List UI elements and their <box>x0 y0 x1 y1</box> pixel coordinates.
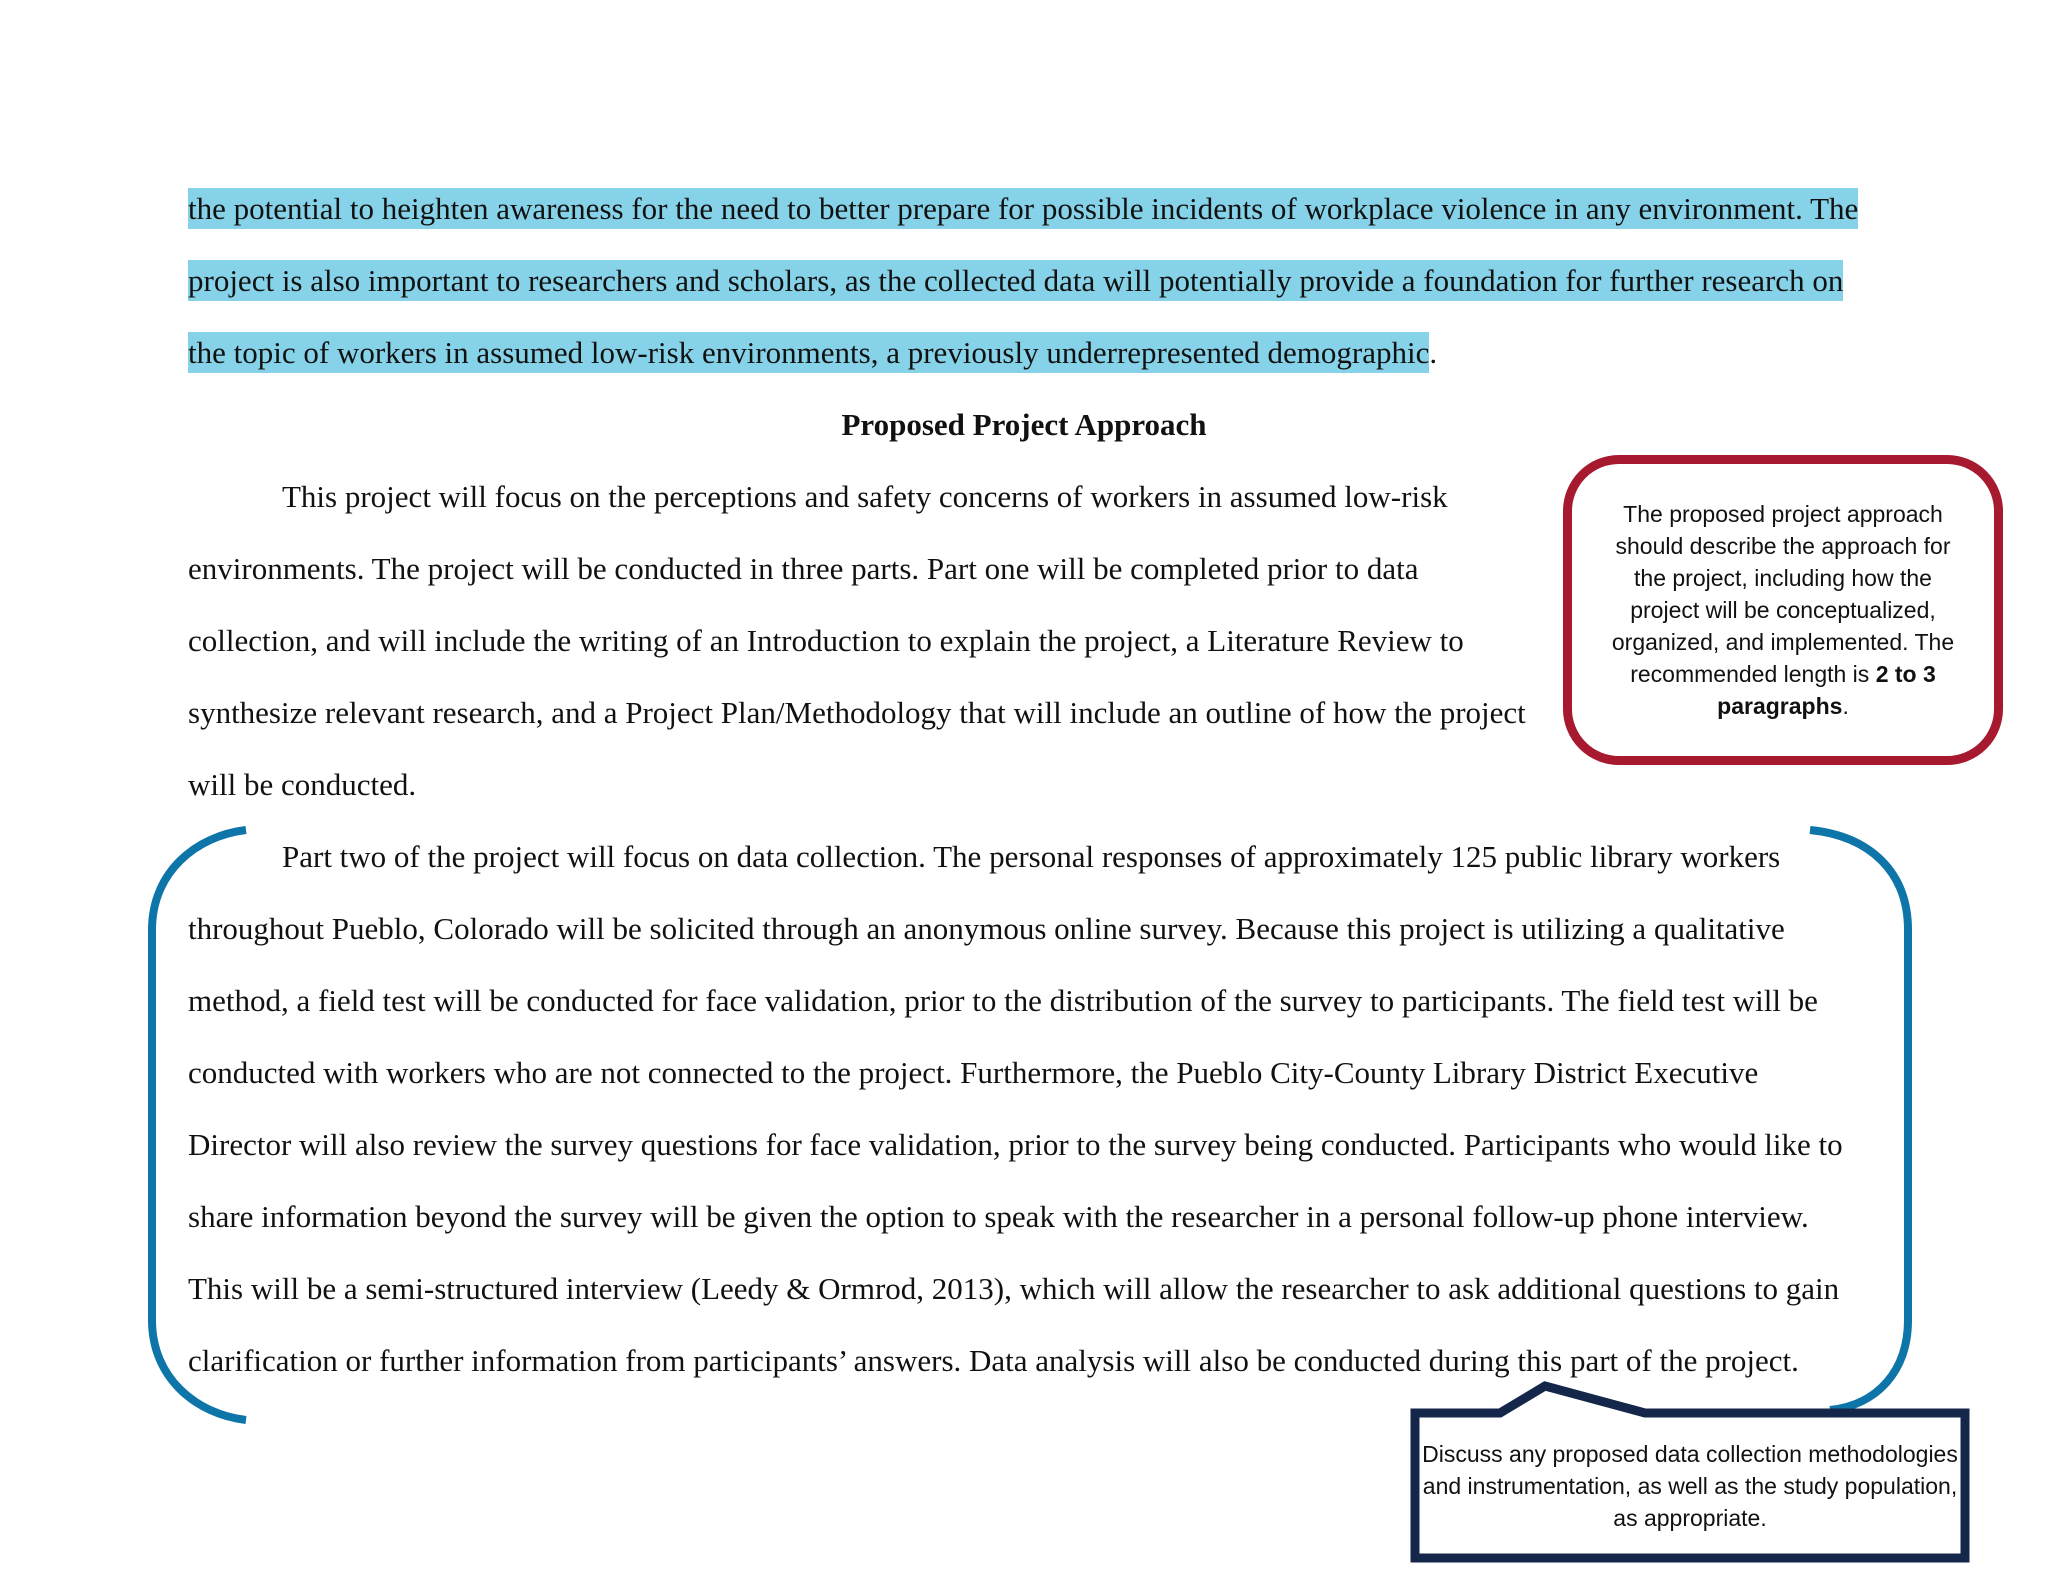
intro-line-1: the potential to heighten awareness for the need to better prepare for possible incidents of workplace violence in any environment. The <box>188 190 1858 228</box>
callout-approach-text: The proposed project approach should describe the approach for the project, including how the project will be conceptualized, organized, and implemented. The recommended length is 2 to 3 paragraphs. <box>1611 501 1955 719</box>
paragraph1-line-1: This project will focus on the perceptions and safety concerns of workers in assumed low-risk <box>282 479 1448 514</box>
paragraph2-line-6: share information beyond the survey will be given the option to speak with the researcher in a personal follow-up phone interview. <box>188 1199 1809 1234</box>
right-bracket-icon <box>1810 830 1908 1410</box>
paragraph1-line-4: synthesize relevant research, and a Project Plan/Methodology that will include an outline of how the project <box>188 695 1526 730</box>
intro-line-2: project is also important to researchers and scholars, as the collected data will potentially provide a foundation for further research on <box>188 262 1843 300</box>
paragraph2-line-8: clarification or further information from participants’ answers. Data analysis will also be conducted during this part of the project. <box>188 1343 1799 1378</box>
paragraph2-line-5: Director will also review the survey questions for face validation, prior to the survey being conducted. Participants who would like to <box>188 1127 1843 1162</box>
intro-line-3: the topic of workers in assumed low-risk environments, a previously underrepresented demographic. <box>188 334 1437 372</box>
callout-data-collection-text: Discuss any proposed data collection methodologies and instrumentation, as well as the study population, as appropriate. <box>1422 1441 1958 1531</box>
section-heading: Proposed Project Approach <box>841 407 1207 442</box>
paragraph2-line-1: Part two of the project will focus on data collection. The personal responses of approximately 125 public library workers <box>282 839 1781 874</box>
paragraph1-line-3: collection, and will include the writing of an Introduction to explain the project, a Literature Review to <box>188 623 1464 658</box>
paragraph2-line-7: This will be a semi-structured interview (Leedy & Ormrod, 2013), which will allow the researcher to ask additional questions to gain <box>188 1271 1840 1306</box>
paragraph2-line-3: method, a field test will be conducted for face validation, prior to the distribution of the survey to participants. The field test will be <box>188 983 1818 1018</box>
paragraph1-line-5: will be conducted. <box>188 767 417 802</box>
paragraph2-line-4: conducted with workers who are not connected to the project. Furthermore, the Pueblo City-County Library District Executive <box>188 1055 1759 1090</box>
paragraph2-line-2: throughout Pueblo, Colorado will be solicited through an anonymous online survey. Because this project is utilizing a qualitative <box>188 911 1785 946</box>
callout-data-collection <box>1415 1423 1965 1549</box>
paragraph1-line-2: environments. The project will be conducted in three parts. Part one will be completed prior to data <box>188 551 1419 586</box>
callout-approach <box>1563 455 2003 765</box>
